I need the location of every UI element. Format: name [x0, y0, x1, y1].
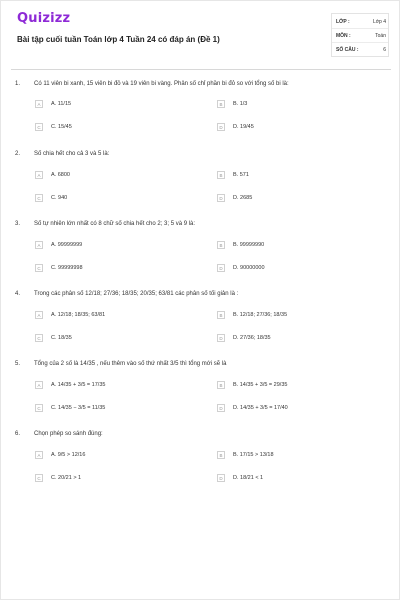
option-letter-box: D — [217, 334, 225, 342]
option-text: D. 14/35 + 3/5 = 17/40 — [233, 405, 288, 411]
option-text: C. 20/21 > 1 — [51, 475, 82, 481]
meta-value-class: Lớp 4 — [372, 19, 386, 25]
question-number: 5. — [15, 361, 21, 367]
option-letter-box: C — [35, 474, 43, 482]
option-letter-box: A — [35, 451, 43, 459]
option-text: B. 14/35 + 3/5 = 29/35 — [233, 382, 288, 388]
option-letter-box: B — [217, 171, 225, 179]
question-text: Trong các phân số 12/18; 27/36; 18/35; 20/35; 63/81 các phân số tối giản là : — [34, 291, 239, 297]
meta-label-count: SỐ CÂU : — [336, 47, 359, 53]
option-text: C. 99999998 — [51, 265, 83, 271]
worksheet-title: Bài tập cuối tuần Toán lớp 4 Tuần 24 có đáp án (Đề 1) — [17, 35, 220, 44]
option-text: B. 12/18; 27/36; 18/35 — [233, 312, 288, 318]
option-text: B. 571 — [233, 172, 249, 178]
quizizz-logo: Quizizz — [17, 11, 71, 26]
question-number: 6. — [15, 431, 21, 437]
question-number: 3. — [15, 221, 21, 227]
option-text: D. 2685 — [233, 195, 253, 201]
option-letter-box: C — [35, 194, 43, 202]
option-letter-box: A — [35, 241, 43, 249]
meta-value-subject: Toán — [375, 33, 386, 39]
worksheet-meta-box — [331, 13, 389, 57]
question-text: Tổng của 2 số là 14/35 , nếu thêm vào số thứ nhất 3/5 thì tổng mới sẽ là — [34, 361, 227, 367]
meta-label-subject: MÔN : — [336, 33, 351, 39]
option-letter-box: D — [217, 404, 225, 412]
option-text: D. 19/45 — [233, 124, 254, 130]
meta-divider — [332, 28, 388, 29]
option-text: C. 18/35 — [51, 335, 72, 341]
option-letter-box: B — [217, 381, 225, 389]
meta-label-class: LỚP : — [336, 19, 350, 25]
question-number: 2. — [15, 151, 21, 157]
option-letter-box: D — [217, 194, 225, 202]
option-text: A. 9/5 > 12/16 — [51, 452, 86, 458]
question-text: Chọn phép so sánh đúng: — [34, 431, 103, 437]
option-letter-box: C — [35, 404, 43, 412]
option-text: A. 14/35 + 3/5 = 17/35 — [51, 382, 106, 388]
option-text: B. 1/3 — [233, 101, 248, 107]
option-text: A. 6800 — [51, 172, 70, 178]
option-text: D. 90000000 — [233, 265, 265, 271]
option-text: B. 99999990 — [233, 242, 265, 248]
option-letter-box: A — [35, 381, 43, 389]
option-text: B. 17/15 > 13/18 — [233, 452, 274, 458]
option-text: C. 14/35 − 3/5 = 11/35 — [51, 405, 106, 411]
option-letter-box: C — [35, 123, 43, 131]
option-text: A. 12/18; 18/35; 63/81 — [51, 312, 106, 318]
option-letter-box: B — [217, 241, 225, 249]
question-text: Số chia hết cho cả 3 và 5 là: — [34, 151, 110, 157]
question-text: Số tự nhiên lớn nhất có 8 chữ số chia hết cho 2; 3; 5 và 9 là: — [34, 221, 196, 227]
option-text: C. 15/45 — [51, 124, 72, 130]
question-number: 1. — [15, 81, 21, 87]
option-letter-box: B — [217, 311, 225, 319]
option-letter-box: A — [35, 311, 43, 319]
option-text: A. 99999999 — [51, 242, 83, 248]
option-letter-box: A — [35, 100, 43, 108]
option-text: A. 11/15 — [51, 101, 72, 107]
option-letter-box: C — [35, 264, 43, 272]
option-letter-box: D — [217, 474, 225, 482]
option-text: D. 18/21 < 1 — [233, 475, 264, 481]
option-text: D. 27/36; 18/35 — [233, 335, 271, 341]
option-text: C. 940 — [51, 195, 68, 201]
header-divider — [11, 69, 391, 70]
option-letter-box: D — [217, 123, 225, 131]
meta-value-count: 6 — [383, 47, 386, 53]
question-text: Có 11 viên bi xanh, 15 viên bi đỏ và 19 viên bi vàng. Phân số chỉ phần bi đỏ so với tổng số bi là: — [34, 81, 289, 87]
question-number: 4. — [15, 291, 21, 297]
option-letter-box: B — [217, 451, 225, 459]
option-letter-box: D — [217, 264, 225, 272]
option-letter-box: A — [35, 171, 43, 179]
meta-divider — [332, 42, 388, 43]
option-letter-box: B — [217, 100, 225, 108]
option-letter-box: C — [35, 334, 43, 342]
